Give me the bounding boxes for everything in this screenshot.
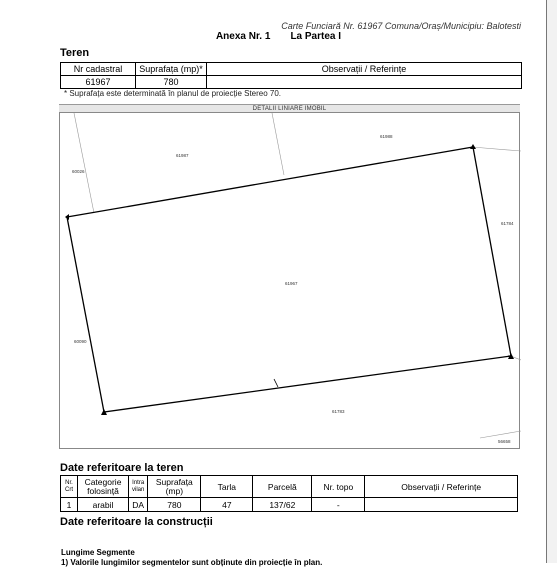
cell-suprafata: 780 [136,76,207,89]
cell-suprafata-mp: 780 [148,498,201,512]
cell-nr-cadastral: 61967 [61,76,136,89]
cell-parcela: 137/62 [253,498,312,512]
segments-note: 1) Valorile lungimilor segmentelor sunt obținute din proiecție în plan. [61,558,323,567]
cell-nr-crt: 1 [61,498,78,512]
neighbor-boundary-top [272,113,284,175]
anexa-number: Anexa Nr. 1 [215,31,271,42]
cell-observatii-referinte [365,498,518,512]
neighbor-label-bottom: 61783 [332,409,345,414]
vertex-marker [470,144,476,149]
teren-table [60,62,522,89]
col-parcela: Parcelă [253,476,312,498]
col-categorie: Categorie folosință [78,476,129,498]
cell-tarla: 47 [201,498,253,512]
neighbor-label-top-right: 61988 [380,134,393,139]
cadastral-plan [59,112,520,449]
col-nr-crt: Nr. Crt [61,476,78,498]
neighbor-boundary-left [74,113,94,213]
page-edge-shadow [547,0,557,563]
parcel-label: 61967 [285,281,298,286]
neighbor-boundary-right [472,147,521,151]
neighbor-label-top-left: 61987 [176,153,189,158]
anexa-partea: La Partea I [290,31,342,42]
col-nr-topo: Nr. topo [312,476,365,498]
segments-heading: Lungime Segmente [61,548,135,557]
col-nr-cadastral: Nr cadastral [61,63,136,76]
ref-teren-heading: Date referitoare la teren [60,462,184,474]
neighbor-boundary-bottom-right [480,431,521,438]
col-suprafata: Suprafața (mp)* [136,63,207,76]
col-observatii: Observații / Referințe [207,63,522,76]
teren-heading: Teren [60,47,90,59]
neighbor-label-left-top: 60026 [72,169,85,174]
cell-nr-topo: - [312,498,365,512]
segment-tick [274,379,278,387]
page-edge-line [546,0,547,563]
ref-constructii-heading: Date referitoare la construcții [60,516,213,528]
col-observatii-referinte: Observații / Referințe [365,476,518,498]
anexa-title [0,31,557,42]
ref-teren-table [60,475,518,512]
cell-intravilan: DA [129,498,148,512]
carte-funciara-header: Carte Funciară Nr. 61967 Comuna/Oraș/Municipiu: Balotesti [281,21,521,31]
col-intravilan: Intra vilan [129,476,148,498]
stereo70-note: * Suprafața este determinată în planul de proiecție Stereo 70. [64,89,282,98]
neighbor-label-bottom-right: 56658 [498,439,511,444]
plan-drawing [60,113,521,450]
cell-categorie: arabil [78,498,129,512]
col-suprafata-mp: Suprafața (mp) [148,476,201,498]
neighbor-label-left: 60090 [74,339,87,344]
cell-observatii [207,76,522,89]
plan-title-bar: DETALII LINIARE IMOBIL [59,104,520,113]
col-tarla: Tarla [201,476,253,498]
parcel-outline [67,147,511,412]
neighbor-label-right: 61784 [501,221,514,226]
